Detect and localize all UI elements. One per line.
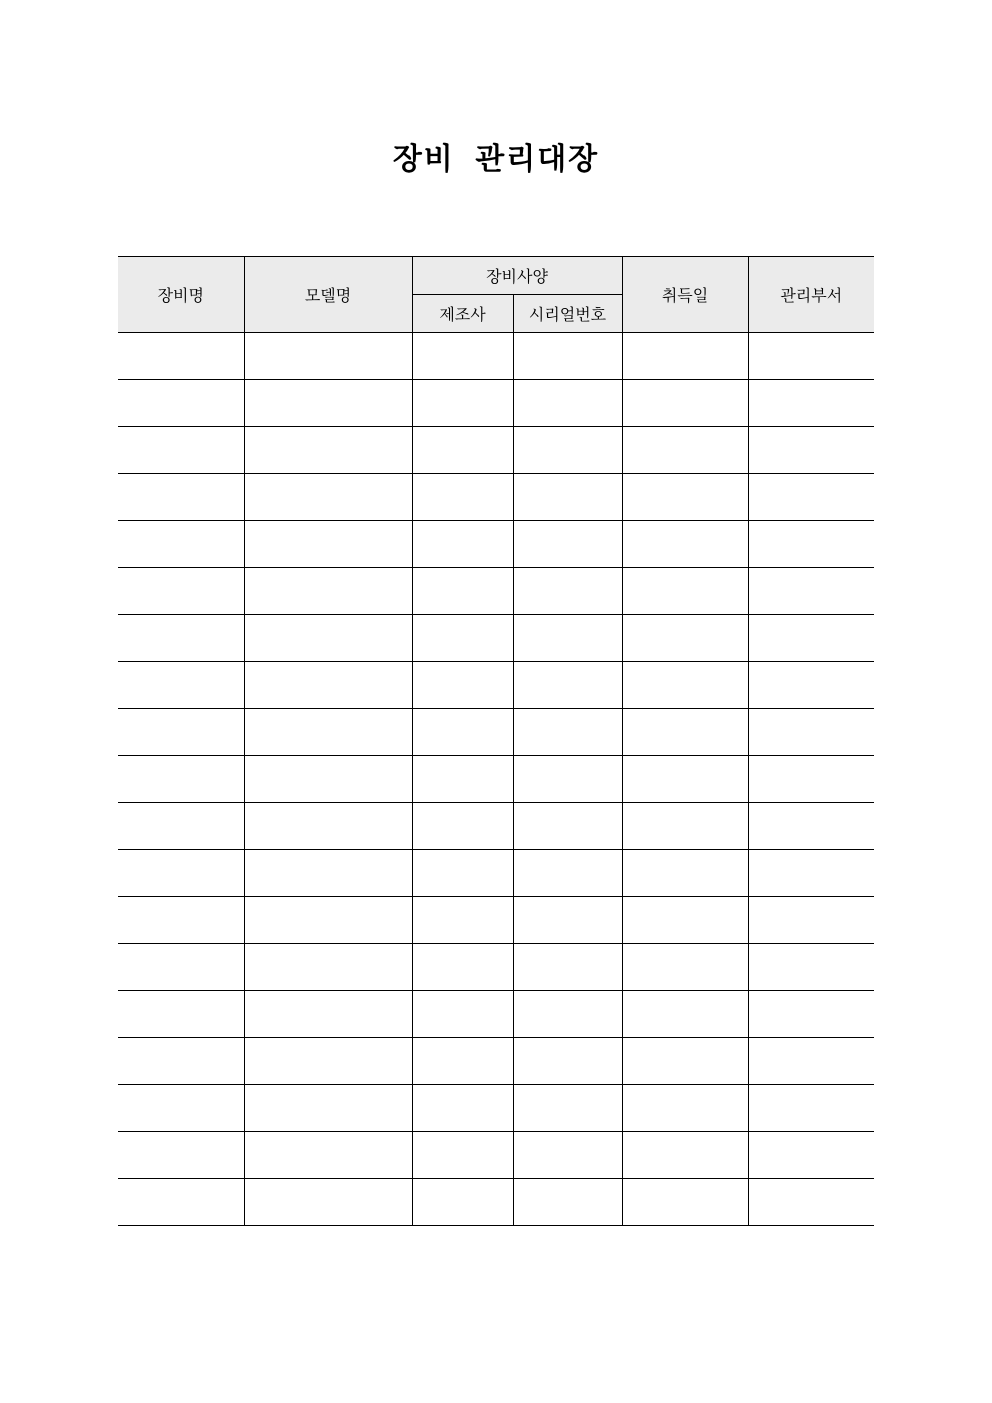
header-manufacturer: 제조사 [412, 295, 513, 333]
cell-manufacturer[interactable] [412, 474, 513, 521]
cell-equipment-name[interactable] [118, 709, 244, 756]
cell-serial-number[interactable] [513, 897, 622, 944]
table-row [118, 709, 874, 756]
header-equipment-name: 장비명 [118, 257, 244, 333]
cell-equipment-name[interactable] [118, 427, 244, 474]
cell-model-name[interactable] [244, 1179, 412, 1226]
cell-serial-number[interactable] [513, 1085, 622, 1132]
table-row [118, 803, 874, 850]
cell-model-name[interactable] [244, 1038, 412, 1085]
cell-manufacturer[interactable] [412, 991, 513, 1038]
cell-managing-department[interactable] [748, 944, 874, 991]
table-row [118, 850, 874, 897]
cell-acquisition-date[interactable] [622, 1179, 748, 1226]
cell-serial-number[interactable] [513, 333, 622, 380]
cell-equipment-name[interactable] [118, 897, 244, 944]
cell-model-name[interactable] [244, 1132, 412, 1179]
table-row [118, 474, 874, 521]
cell-manufacturer[interactable] [412, 1179, 513, 1226]
table-row [118, 521, 874, 568]
cell-serial-number[interactable] [513, 568, 622, 615]
cell-manufacturer[interactable] [412, 380, 513, 427]
cell-manufacturer[interactable] [412, 803, 513, 850]
cell-model-name[interactable] [244, 709, 412, 756]
cell-serial-number[interactable] [513, 1132, 622, 1179]
cell-model-name[interactable] [244, 427, 412, 474]
table-row [118, 380, 874, 427]
cell-equipment-name[interactable] [118, 568, 244, 615]
cell-serial-number[interactable] [513, 756, 622, 803]
cell-managing-department[interactable] [748, 1038, 874, 1085]
cell-managing-department[interactable] [748, 850, 874, 897]
cell-acquisition-date[interactable] [622, 944, 748, 991]
cell-manufacturer[interactable] [412, 897, 513, 944]
cell-model-name[interactable] [244, 944, 412, 991]
cell-manufacturer[interactable] [412, 850, 513, 897]
cell-equipment-name[interactable] [118, 380, 244, 427]
cell-managing-department[interactable] [748, 333, 874, 380]
cell-model-name[interactable] [244, 474, 412, 521]
cell-serial-number[interactable] [513, 850, 622, 897]
cell-serial-number[interactable] [513, 474, 622, 521]
table-row [118, 662, 874, 709]
cell-model-name[interactable] [244, 662, 412, 709]
table-row [118, 944, 874, 991]
cell-serial-number[interactable] [513, 521, 622, 568]
cell-serial-number[interactable] [513, 662, 622, 709]
cell-model-name[interactable] [244, 521, 412, 568]
cell-serial-number[interactable] [513, 803, 622, 850]
cell-equipment-name[interactable] [118, 662, 244, 709]
cell-model-name[interactable] [244, 897, 412, 944]
cell-equipment-name[interactable] [118, 521, 244, 568]
cell-managing-department[interactable] [748, 756, 874, 803]
cell-managing-department[interactable] [748, 474, 874, 521]
cell-acquisition-date[interactable] [622, 380, 748, 427]
cell-manufacturer[interactable] [412, 615, 513, 662]
cell-serial-number[interactable] [513, 427, 622, 474]
cell-equipment-name[interactable] [118, 1179, 244, 1226]
cell-model-name[interactable] [244, 1085, 412, 1132]
cell-manufacturer[interactable] [412, 662, 513, 709]
cell-equipment-name[interactable] [118, 1132, 244, 1179]
table-row [118, 897, 874, 944]
cell-acquisition-date[interactable] [622, 615, 748, 662]
header-acquisition-date: 취득일 [622, 257, 748, 333]
header-serial-number: 시리얼번호 [513, 295, 622, 333]
table-row [118, 1038, 874, 1085]
cell-manufacturer[interactable] [412, 333, 513, 380]
cell-equipment-name[interactable] [118, 991, 244, 1038]
cell-serial-number[interactable] [513, 380, 622, 427]
table-row [118, 615, 874, 662]
cell-model-name[interactable] [244, 380, 412, 427]
cell-managing-department[interactable] [748, 568, 874, 615]
cell-serial-number[interactable] [513, 709, 622, 756]
header-spec-group: 장비사양 [412, 257, 622, 295]
cell-manufacturer[interactable] [412, 1085, 513, 1132]
cell-acquisition-date[interactable] [622, 333, 748, 380]
cell-equipment-name[interactable] [118, 333, 244, 380]
cell-acquisition-date[interactable] [622, 1132, 748, 1179]
equipment-ledger-table [118, 256, 874, 1226]
table-row [118, 568, 874, 615]
cell-equipment-name[interactable] [118, 944, 244, 991]
cell-manufacturer[interactable] [412, 709, 513, 756]
cell-acquisition-date[interactable] [622, 568, 748, 615]
cell-acquisition-date[interactable] [622, 850, 748, 897]
cell-manufacturer[interactable] [412, 568, 513, 615]
cell-acquisition-date[interactable] [622, 991, 748, 1038]
cell-managing-department[interactable] [748, 1179, 874, 1226]
cell-equipment-name[interactable] [118, 1038, 244, 1085]
cell-acquisition-date[interactable] [622, 474, 748, 521]
cell-serial-number[interactable] [513, 991, 622, 1038]
header-model-name: 모델명 [244, 257, 412, 333]
table-row [118, 427, 874, 474]
table-row [118, 333, 874, 380]
cell-acquisition-date[interactable] [622, 1038, 748, 1085]
cell-managing-department[interactable] [748, 1132, 874, 1179]
cell-equipment-name[interactable] [118, 850, 244, 897]
cell-model-name[interactable] [244, 333, 412, 380]
page-title: 장비 관리대장 [392, 142, 600, 177]
cell-equipment-name[interactable] [118, 756, 244, 803]
cell-manufacturer[interactable] [412, 756, 513, 803]
cell-managing-department[interactable] [748, 662, 874, 709]
cell-manufacturer[interactable] [412, 521, 513, 568]
cell-acquisition-date[interactable] [622, 427, 748, 474]
table-row [118, 991, 874, 1038]
cell-equipment-name[interactable] [118, 803, 244, 850]
table-body [118, 333, 874, 1226]
cell-equipment-name[interactable] [118, 474, 244, 521]
cell-model-name[interactable] [244, 850, 412, 897]
cell-acquisition-date[interactable] [622, 662, 748, 709]
cell-model-name[interactable] [244, 803, 412, 850]
cell-managing-department[interactable] [748, 615, 874, 662]
cell-managing-department[interactable] [748, 521, 874, 568]
cell-equipment-name[interactable] [118, 1085, 244, 1132]
cell-managing-department[interactable] [748, 427, 874, 474]
cell-model-name[interactable] [244, 756, 412, 803]
cell-acquisition-date[interactable] [622, 803, 748, 850]
cell-serial-number[interactable] [513, 944, 622, 991]
cell-serial-number[interactable] [513, 1038, 622, 1085]
cell-acquisition-date[interactable] [622, 756, 748, 803]
cell-serial-number[interactable] [513, 615, 622, 662]
cell-model-name[interactable] [244, 568, 412, 615]
cell-manufacturer[interactable] [412, 944, 513, 991]
cell-managing-department[interactable] [748, 897, 874, 944]
cell-acquisition-date[interactable] [622, 709, 748, 756]
cell-managing-department[interactable] [748, 991, 874, 1038]
cell-model-name[interactable] [244, 615, 412, 662]
cell-manufacturer[interactable] [412, 427, 513, 474]
cell-acquisition-date[interactable] [622, 521, 748, 568]
cell-acquisition-date[interactable] [622, 897, 748, 944]
cell-manufacturer[interactable] [412, 1038, 513, 1085]
cell-equipment-name[interactable] [118, 615, 244, 662]
cell-managing-department[interactable] [748, 1085, 874, 1132]
table-header [118, 257, 874, 333]
cell-managing-department[interactable] [748, 709, 874, 756]
table-row [118, 1085, 874, 1132]
cell-managing-department[interactable] [748, 803, 874, 850]
table-row [118, 1179, 874, 1226]
cell-serial-number[interactable] [513, 1179, 622, 1226]
cell-model-name[interactable] [244, 991, 412, 1038]
table-row [118, 756, 874, 803]
cell-acquisition-date[interactable] [622, 1085, 748, 1132]
cell-manufacturer[interactable] [412, 1132, 513, 1179]
cell-managing-department[interactable] [748, 380, 874, 427]
header-managing-department: 관리부서 [748, 257, 874, 333]
table-row [118, 1132, 874, 1179]
